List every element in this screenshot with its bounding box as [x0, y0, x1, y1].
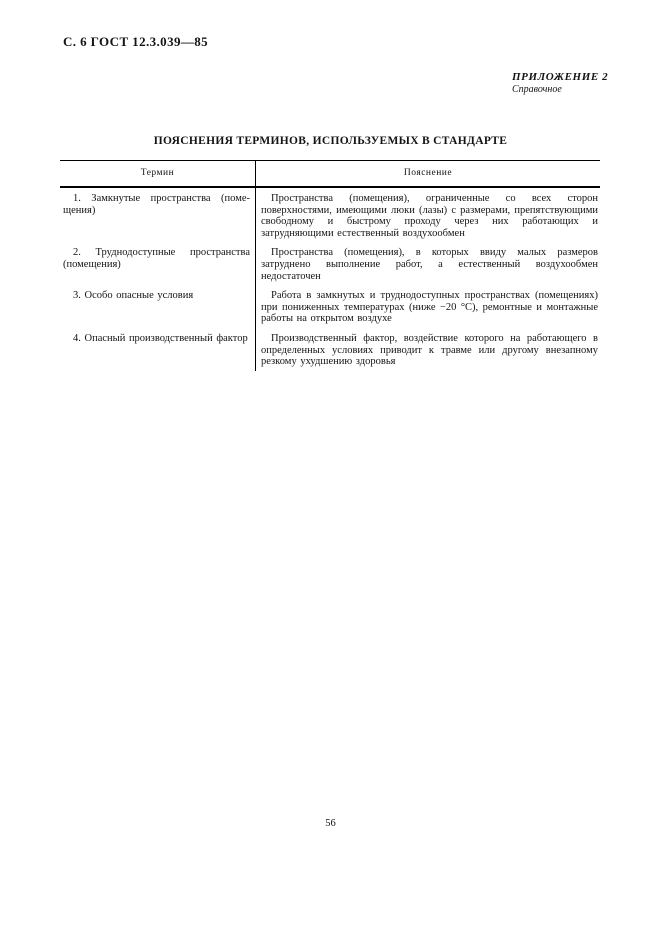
explanation-cell: Пространства (помещения), ограниченные со всех сторон поверхностями, имеющими люки (лазы) с размерами, препятствующими свободному и быстрому проходу через них работающих и затрудняющими естественный воздухообмен	[261, 193, 598, 239]
column-header-explanation: Пояснение	[256, 161, 601, 188]
page-title: ПОЯСНЕНИЯ ТЕРМИНОВ, ИСПОЛЬЗУЕМЫХ В СТАНДАРТЕ	[153, 135, 508, 147]
term-cell: 4. Опасный производственный фактор	[60, 328, 256, 371]
annex-label: ПРИЛОЖЕНИЕ 2	[512, 71, 609, 83]
term-cell: 2. Труднодоступные пространства (помещения)	[60, 242, 256, 285]
table-row	[60, 328, 600, 371]
explanation-cell: Производственный фактор, воздействие которого на работающего в определенных условиях приводит к травме или другому внезапному резкому ухудшению здоровья	[261, 332, 598, 368]
table-header-row	[60, 161, 600, 188]
table-row	[60, 285, 600, 328]
column-header-term: Термин	[60, 161, 256, 188]
table-row	[60, 187, 600, 242]
table-row	[60, 242, 600, 285]
term-cell: 3. Особо опасные условия	[60, 285, 256, 328]
term-cell: 1. Замкнутые пространства (помещения)	[60, 187, 256, 242]
page-number: 56	[325, 818, 336, 829]
annex-sublabel: Справочное	[512, 84, 562, 95]
annex-block	[512, 71, 608, 95]
explanation-cell: Работа в замкнутых и труднодоступных пространствах (помещениях) при пониженных температурах (ниже −20 °С), ремонтные и монтажные работы на открытом воздухе	[261, 290, 598, 325]
explanation-cell: Пространства (помещения), в которых ввиду малых размеров затруднено выполнение работ, а естественный воздухообмен недостаточен	[261, 247, 598, 282]
terms-table	[60, 160, 600, 371]
running-header: С. 6 ГОСТ 12.3.039—85	[63, 34, 209, 49]
